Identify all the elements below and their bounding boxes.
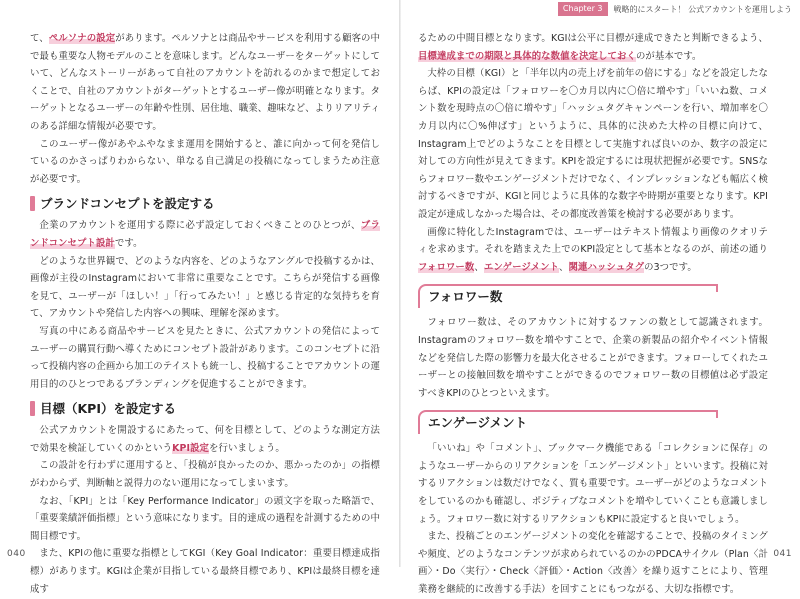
paragraph (30, 422, 380, 457)
page-number: 041 (773, 549, 792, 559)
paragraph (30, 457, 380, 492)
highlighted-term: ペルソナの設定 (48, 33, 116, 44)
right-page (400, 0, 800, 596)
heading-text: 目標（KPI）を設定する (40, 401, 176, 417)
text-run: どのような世界観で、どのような内容を、どのようなアングルで投稿するかは、画像が主役のInstagramにおいて非常に重要なことです。こちらが発信する画像を見て、ユーザーが「ほしい！」「行ってみたい！」と感じる肯定的な気持ちを育て、アカウントや発信した内容への興味、理解を深めます。 (30, 255, 380, 320)
subsection-heading (418, 284, 768, 308)
highlighted-term: 目標達成までの期限と具体的な数値を決定しておく (418, 50, 636, 62)
text-run: なお、「KPI」とは「Key Performance Indicator」の頭文字を取った略語で、「重要業績評価指標」という意味になります。目的達成の過程を計測するための中間目標です。 (30, 495, 380, 542)
text-run: の3つです。 (644, 261, 697, 273)
text-run: のが基本です。 (635, 50, 702, 62)
paragraph (418, 30, 768, 65)
paragraph (30, 217, 380, 252)
text-run: 画像に特化したInstagramでは、ユーザーはテキスト情報より画像のクオリティを求めます。それを踏まえた上でのKPI設定として基本となるのが、前述の通り (418, 226, 768, 256)
highlighted-term: ブランドコンセプト設計 (30, 220, 380, 249)
paragraph (30, 253, 380, 323)
paragraph (418, 65, 768, 223)
text-run: るための中間目標となります。KGIは公平に目標が達成できたと判断できるよう、 (418, 33, 768, 44)
paragraph (30, 136, 380, 189)
section-heading (30, 194, 380, 212)
heading-text: ブランドコンセプトを設定する (40, 196, 215, 212)
text-run: があります。ペルソナとは商品やサービスを利用する顧客の中で最も重要な人物モデルのことを意味します。どんなユーザーをターゲットにしていて、どんなストーリーがあって自社のアカウントを訪れるのかまで想定しておくことで、自社のアカウントがターゲットとするユーザー像が明確となります。ターゲットとなるユーザーの年齢や性別、居住地、職業、趣味など、よりリアリティのある詳細な情報が必要です。 (30, 33, 381, 132)
left-page (0, 0, 400, 595)
text-run: 企業のアカウントを運用する際に必ず設定しておくべきことのひとつが、 (39, 220, 361, 232)
left-text-column (30, 30, 380, 598)
paragraph (30, 323, 380, 393)
paragraph (418, 224, 768, 277)
highlighted-term: エンゲージメント (483, 261, 560, 273)
chapter-tag: Chapter 3 (558, 2, 608, 16)
highlighted-term: フォロワー数 (418, 261, 475, 273)
heading-text: フォロワー数 (428, 289, 503, 305)
text-run: 「いいね」や「コメント」、ブックマーク機能である「コレクションに保存」のようなユーザーからのリアクションを「エンゲージメント」といいます。投稿に対するリアクションは数だけでなく、質も重要です。ユーザーがどのようなコメントをしているのかも確認し、ポジティブなコメントを増やしていくことも意識しましょう。フォロワー数に対するリアクションもKPIに設定すると良いでしょう。 (418, 443, 768, 525)
text-run: です。 (114, 237, 143, 249)
text-run: 、 (474, 261, 484, 273)
chapter-title: 戦略的にスタート！ 公式アカウントを運用しよう (613, 4, 792, 14)
paragraph (30, 545, 380, 598)
paragraph (418, 314, 768, 402)
heading-accent-bar (30, 196, 35, 211)
text-run: また、KPIの他に重要な指標としてKGI（Key Goal Indicator：重要目標達成指標）があります。KGIは企業が目指している最終目標であり、KPIは最終目標を達成す (30, 548, 380, 595)
page-number: 040 (7, 549, 26, 559)
section-heading (30, 399, 380, 417)
text-run: このユーザー像があやふやなまま運用を開始すると、誰に向かって何を発信しているのかさっぱりわからない、単なる自己満足の投稿になってしまうため注意が必要です。 (30, 138, 380, 185)
highlighted-term: KPI設定 (172, 442, 210, 454)
paragraph (30, 493, 380, 546)
paragraph (418, 528, 768, 598)
text-run: 、 (559, 261, 569, 273)
text-run: また、投稿ごとのエンゲージメントの変化を確認することで、投稿のタイミングや頻度、どのようなコンテンツが求められているのかのPDCAサイクル（Plan〈計画〉・Do〈実行〉・Check〈評価〉・Action〈改善〉を繰り返すことにより、管理業務を継続的に改善する手法）を回すことにもつながる、大切な指標です。 (418, 531, 768, 596)
text-run: 公式アカウントを開設するにあたって、何を目標として、どのような測定方法で効果を検証していくのかという (30, 425, 380, 454)
text-run: て、 (30, 33, 49, 44)
right-text-column (418, 30, 768, 599)
running-header (558, 0, 800, 18)
text-run: 写真の中にある商品やサービスを見たときに、公式アカウントの発信によってユーザーの購買行動へ導くためにコンセプト設計があります。このコンセプトに沿って投稿内容の企画から加工のテイストも統一し、投稿することでアカウントの運用目的のひとつであるブランディングを促進することができます。 (30, 325, 380, 390)
text-run: フォロワー数は、そのアカウントに対するファンの数として認識されます。Instagramのフォロワー数を増やすことで、企業の新製品の紹介やイベント情報などを発信した際の影響力を最大化させることができます。フォローしてくれたユーザーとの接触回数を増やすことができるのでフォロワー数の目標値は必ず設定すべきKPIのひとつといえます。 (418, 317, 768, 399)
text-run: 大枠の目標（KGI）と「半年以内の売上げを前年の倍にする」などを設定したならば、KPIの設定は「フォロワーを〇カ月以内に〇倍に増やす」「いいね数、コメント数を現時点の〇倍に増やす」「ハッシュタグキャンペーンを行い、増加率を〇カ月以内に〇%伸ばす」というように、具体的に決めた大枠の目標に向けて、Instagram上でどのようなことを目標として実施すれば良いのか、数字の設定に対しての方向性が見えてきます。KPIを設定するには現状把握が必要です。SNSならフォロワー数やエンゲージメントだけでなく、インプレッションなども幅広く検討するべきですが、KGIと同じように具体的な数字や時期が重要となります。KPI設定が達成しなかった場合は、その都度改善策を検討する必要があります。 (418, 68, 768, 220)
subsection-heading (418, 410, 768, 434)
highlighted-term: 関連ハッシュタグ (568, 261, 645, 273)
text-run: この設計を行わずに運用すると、「投稿が良かったのか、悪かったのか」の指標がわからず、判断軸と説得力のない運用になってしまいます。 (30, 460, 380, 490)
paragraph (30, 30, 380, 136)
heading-accent-bar (30, 401, 35, 416)
text-run: を行いましょう。 (209, 442, 285, 454)
paragraph (418, 440, 768, 528)
heading-text: エンゲージメント (428, 415, 528, 431)
